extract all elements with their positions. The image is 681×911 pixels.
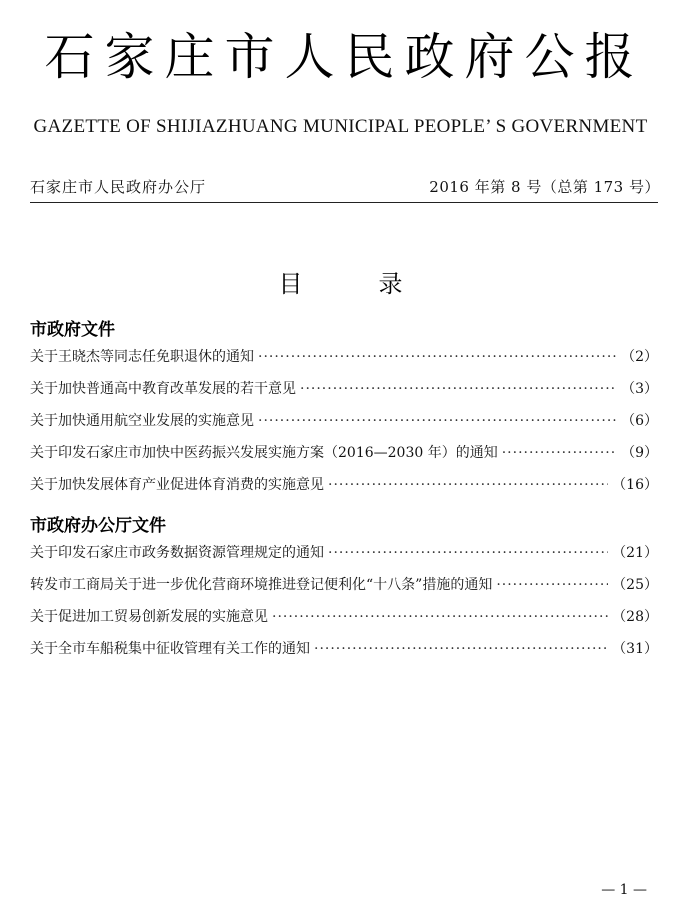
toc-item-page: （2） bbox=[621, 349, 658, 365]
toc-row[interactable] bbox=[30, 475, 658, 507]
section-heading: 市政府文件 bbox=[30, 320, 115, 340]
toc-item-title: 关于促进加工贸易创新发展的实施意见 bbox=[30, 609, 268, 625]
toc-row[interactable] bbox=[30, 543, 658, 575]
toc-title-char-2: 录 bbox=[378, 270, 403, 298]
masthead-title: 石家庄市人民政府公报 bbox=[44, 28, 645, 86]
dot-leader bbox=[258, 347, 617, 367]
toc-item-page: （21） bbox=[612, 545, 658, 561]
toc-item-title: 关于印发石家庄市政务数据资源管理规定的通知 bbox=[30, 545, 324, 561]
dot-leader bbox=[300, 379, 617, 399]
toc-section-municipal-government bbox=[30, 317, 658, 507]
toc-item-title: 关于全市车船税集中征收管理有关工作的通知 bbox=[30, 641, 310, 657]
toc-item-page: （31） bbox=[612, 641, 658, 657]
toc-row[interactable] bbox=[30, 639, 658, 671]
dot-leader bbox=[502, 443, 617, 463]
toc-item-page: （28） bbox=[612, 609, 658, 625]
toc-row[interactable] bbox=[30, 379, 658, 411]
toc-item-title: 关于加快普通高中教育改革发展的若干意见 bbox=[30, 381, 296, 397]
dot-leader bbox=[314, 639, 608, 659]
toc-row[interactable] bbox=[30, 443, 658, 475]
toc-item-title: 关于加快发展体育产业促进体育消费的实施意见 bbox=[30, 477, 324, 493]
toc-row[interactable] bbox=[30, 575, 658, 607]
section-heading: 市政府办公厅文件 bbox=[30, 516, 166, 536]
toc-row[interactable] bbox=[30, 347, 658, 379]
toc-item-title: 关于印发石家庄市加快中医药振兴发展实施方案（2016—2030 年）的通知 bbox=[30, 445, 498, 461]
toc-section-general-office bbox=[30, 513, 658, 671]
issue-number: 2016 年第 8 号（总第 173 号） bbox=[429, 178, 660, 196]
dot-leader bbox=[496, 575, 608, 595]
masthead-subtitle: GAZETTE OF SHIJIAZHUANG MUNICIPAL PEOPLE’ S GOVERNMENT bbox=[33, 116, 648, 137]
toc-item-page: （6） bbox=[621, 413, 658, 429]
toc-item-title: 关于王晓杰等同志任免职退休的通知 bbox=[30, 349, 254, 365]
toc-item-title: 关于加快通用航空业发展的实施意见 bbox=[30, 413, 254, 429]
issuer-name: 石家庄市人民政府办公厅 bbox=[30, 178, 207, 196]
toc-item-page: （25） bbox=[612, 577, 658, 593]
toc-item-title: 转发市工商局关于进一步优化营商环境推进登记便利化“十八条”措施的通知 bbox=[30, 577, 493, 593]
issue-line bbox=[30, 176, 660, 198]
dot-leader bbox=[328, 543, 608, 563]
toc-title-char-1: 目 bbox=[278, 270, 303, 298]
toc-item-page: （16） bbox=[612, 477, 658, 493]
dot-leader bbox=[328, 475, 608, 495]
toc-row[interactable] bbox=[30, 607, 658, 639]
toc-row[interactable] bbox=[30, 411, 658, 443]
header-rule bbox=[30, 202, 658, 203]
dot-leader bbox=[258, 411, 617, 431]
toc-title bbox=[0, 266, 681, 302]
toc-item-page: （9） bbox=[621, 445, 658, 461]
dot-leader bbox=[272, 607, 608, 627]
page-folio: — 1 — bbox=[601, 882, 647, 898]
toc-item-page: （3） bbox=[621, 381, 658, 397]
